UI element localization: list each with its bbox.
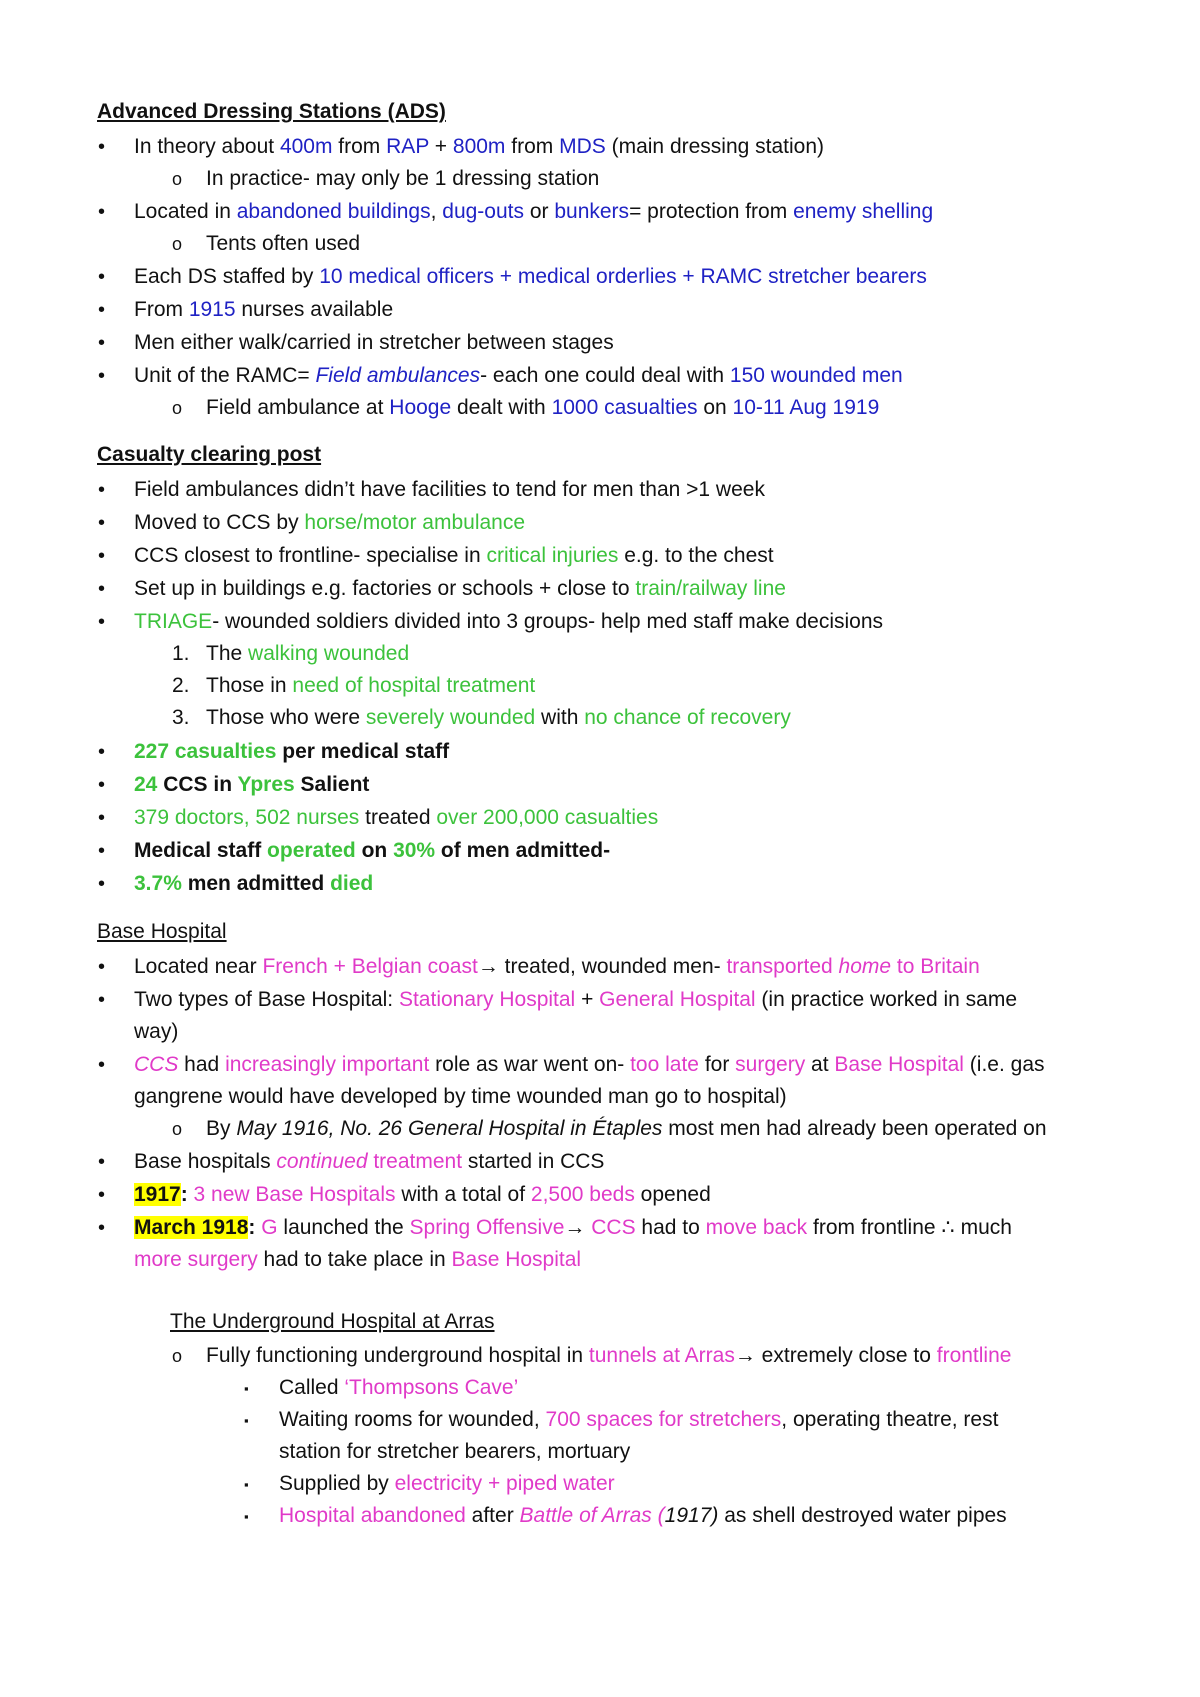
bullet-marker: •	[98, 299, 106, 321]
ads-line-5: Men either walk/carried in stretcher between stages	[134, 331, 614, 354]
square-marker: ▪	[244, 1477, 249, 1492]
section-heading-ads: Advanced Dressing Stations (ADS)	[97, 100, 446, 123]
ccp-line-1: Field ambulances didn’t have facilities to tend for men than >1 week	[134, 478, 765, 501]
ccp-line-8: 379 doctors, 502 nurses treated over 200,000 casualties	[134, 806, 659, 829]
square-marker: ▪	[244, 1413, 249, 1428]
bullet-marker: •	[98, 774, 106, 796]
arras-sub-4: Hospital abandoned after Battle of Arras (1917) as shell destroyed water pipes	[279, 1504, 1007, 1527]
bullet-marker: •	[98, 512, 106, 534]
square-marker: ▪	[244, 1509, 249, 1524]
bullet-marker: •	[98, 1184, 106, 1206]
circle-marker: o	[172, 169, 183, 189]
bullet-marker: •	[98, 840, 106, 862]
base-line-2-cont: way)	[134, 1020, 179, 1043]
ads-line-6-sub: Field ambulance at Hooge dealt with 1000 casualties on 10-11 Aug 1919	[206, 396, 880, 419]
ccp-line-7: 24 CCS in Ypres Salient	[134, 773, 370, 796]
bullet-marker: •	[98, 136, 106, 158]
ads-line-2: Located in abandoned buildings, dug-outs or bunkers= protection from enemy shelling	[134, 200, 934, 223]
ccp-line-10: 3.7% men admitted died	[134, 872, 374, 895]
bullet-marker: •	[98, 1151, 106, 1173]
bullet-marker: •	[98, 741, 106, 763]
bullet-marker: •	[98, 578, 106, 600]
ccp-line-2: Moved to CCS by horse/motor ambulance	[134, 511, 526, 534]
bullet-marker: •	[98, 332, 106, 354]
base-line-3-sub: By May 1916, No. 26 General Hospital in Étaples most men had already been operated on	[206, 1117, 1047, 1140]
ccp-numbered-2: Those in need of hospital treatment	[206, 674, 536, 697]
arras-line-1: Fully functioning underground hospital in tunnels at Arras→ extremely close to frontline	[206, 1344, 1012, 1367]
ccp-numbered-3: Those who were severely wounded with no chance of recovery	[206, 706, 791, 729]
bullet-marker: •	[98, 545, 106, 567]
ads-line-1: In theory about 400m from RAP + 800m from MDS (main dressing station)	[134, 135, 825, 158]
circle-marker: o	[172, 1346, 183, 1366]
ccp-line-4: Set up in buildings e.g. factories or schools + close to train/railway line	[134, 577, 786, 600]
ads-line-1-sub: In practice- may only be 1 dressing station	[206, 167, 600, 190]
section-heading-ccp: Casualty clearing post	[97, 443, 322, 466]
bullet-marker: •	[98, 479, 106, 501]
bullet-marker: •	[98, 611, 106, 633]
base-line-5: 1917: 3 new Base Hospitals with a total of 2,500 beds opened	[134, 1183, 711, 1206]
arras-sub-2-cont: station for stretcher bearers, mortuary	[279, 1440, 631, 1463]
arras-sub-2: Waiting rooms for wounded, 700 spaces for stretchers, operating theatre, rest	[279, 1408, 999, 1431]
bullet-marker: •	[98, 989, 106, 1011]
ads-line-2-sub: Tents often used	[206, 232, 361, 255]
ads-line-3: Each DS staffed by 10 medical officers + medical orderlies + RAMC stretcher bearers	[134, 265, 927, 288]
arras-sub-1: Called ‘Thompsons Cave’	[279, 1376, 519, 1399]
list-number: 1.	[172, 642, 190, 665]
square-marker: ▪	[244, 1381, 249, 1396]
base-line-6: March 1918: G launched the Spring Offensive→ CCS had to move back from frontline ∴ much	[134, 1216, 1012, 1239]
base-line-1: Located near French + Belgian coast→ treated, wounded men- transported home to Britain	[134, 955, 980, 978]
ads-line-4: From 1915 nurses available	[134, 298, 394, 321]
bullet-marker: •	[98, 266, 106, 288]
list-number: 3.	[172, 706, 190, 729]
circle-marker: o	[172, 1119, 183, 1139]
ccp-line-3: CCS closest to frontline- specialise in critical injuries e.g. to the chest	[134, 544, 774, 567]
bullet-marker: •	[98, 1054, 106, 1076]
circle-marker: o	[172, 398, 183, 418]
section-heading-base: Base Hospital	[97, 920, 227, 943]
list-number: 2.	[172, 674, 190, 697]
circle-marker: o	[172, 234, 183, 254]
bullet-marker: •	[98, 807, 106, 829]
ccp-line-5: TRIAGE- wounded soldiers divided into 3 groups- help med staff make decisions	[134, 610, 884, 633]
base-line-2: Two types of Base Hospital: Stationary Hospital + General Hospital (in practice worked in same	[134, 988, 1018, 1011]
bullet-marker: •	[98, 201, 106, 223]
ccp-numbered-1: The walking wounded	[206, 642, 410, 665]
base-line-3-cont: gangrene would have developed by time wounded man go to hospital)	[134, 1085, 787, 1108]
bullet-marker: •	[98, 1217, 106, 1239]
section-heading-arras: The Underground Hospital at Arras	[170, 1310, 495, 1333]
bullet-marker: •	[98, 956, 106, 978]
bullet-marker: •	[98, 365, 106, 387]
base-line-6-cont: more surgery had to take place in Base Hospital	[134, 1248, 582, 1271]
base-line-3: CCS had increasingly important role as war went on- too late for surgery at Base Hospital (i.e. gas	[134, 1053, 1045, 1076]
bullet-marker: •	[98, 873, 106, 895]
ads-line-6: Unit of the RAMC= Field ambulances- each one could deal with 150 wounded men	[134, 364, 903, 387]
base-line-4: Base hospitals continued treatment started in CCS	[134, 1150, 605, 1173]
ccp-line-9: Medical staff operated on 30% of men admitted-	[134, 839, 611, 862]
ccp-line-6: 227 casualties per medical staff	[134, 740, 450, 763]
arras-sub-3: Supplied by electricity + piped water	[279, 1472, 615, 1495]
